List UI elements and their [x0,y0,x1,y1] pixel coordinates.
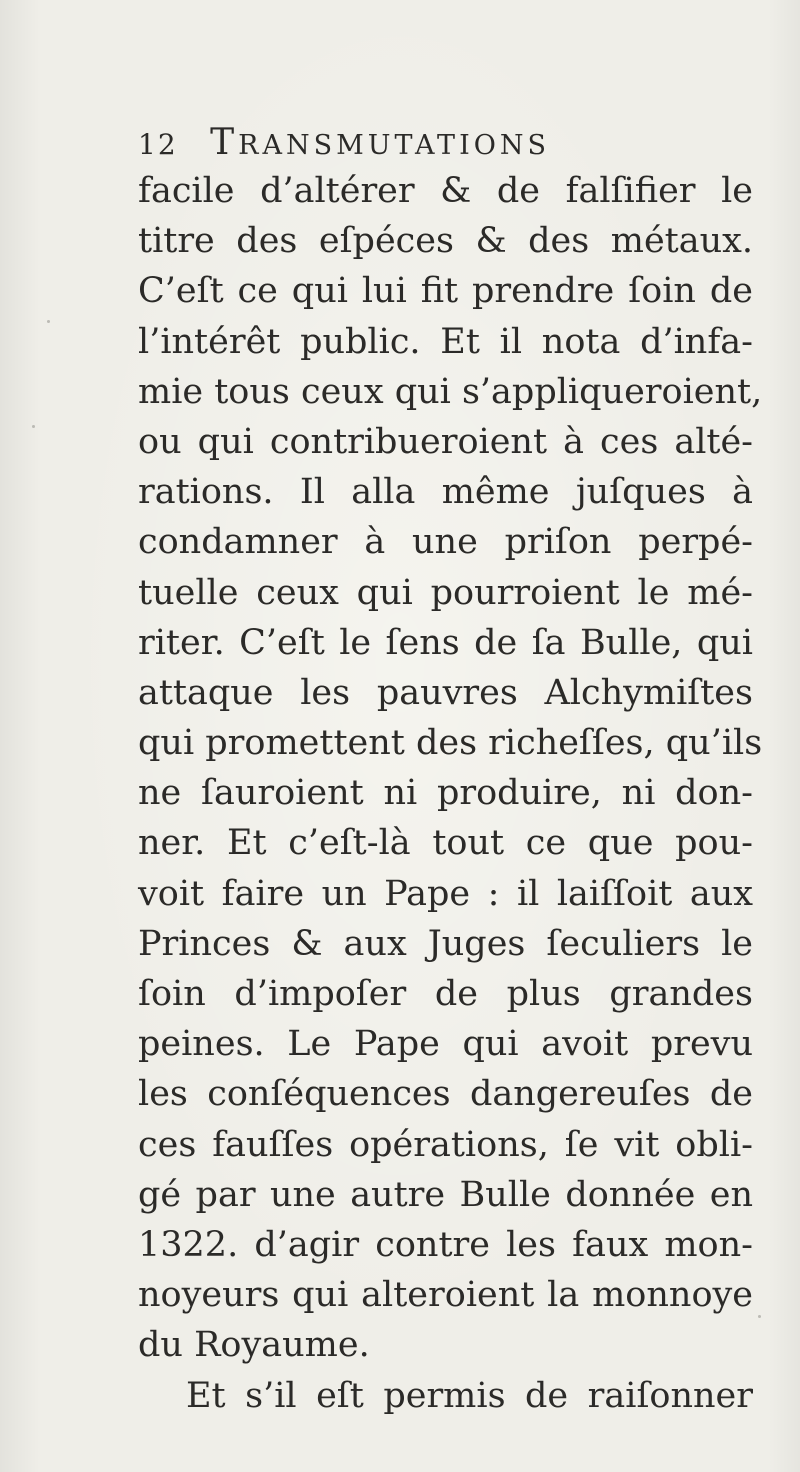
body-text [138,166,763,1421]
paper-speck [47,320,50,323]
text-line: qui promettent des richeſſes, qu’ils [138,723,763,764]
page-number: 12 [138,128,178,161]
text-line: attaque les pauvres Alchymiſtes [138,672,753,713]
text-line: ces fauſſes opérations, ſe vit obli- [138,1124,753,1165]
text-line: l’intérêt public. Et il nota d’infa- [138,321,753,362]
text-line: titre des eſpéces & des métaux. [138,221,753,262]
paragraph-end-line: du Royaume. [138,1325,370,1366]
text-line: riter. C’eſt le ſens de ſa Bulle, qui [138,622,753,663]
text-line: ou qui contribueroient à ces alté- [138,421,753,462]
text-line: gé par une autre Bulle donnée en [138,1174,753,1215]
running-title-initial: T [210,122,239,163]
text-line: Princes & aux Juges ſeculiers le [138,923,753,964]
text-line: rations. Il alla même juſques à [138,472,753,513]
running-head [138,120,758,166]
text-line: tuelle ceux qui pourroient le mé- [138,572,753,613]
text-line: 1322. d’agir contre les faux mon- [138,1224,753,1265]
text-line: noyeurs qui alteroient la monnoye [138,1275,753,1316]
text-line: ne ſauroient ni produire, ni don- [138,773,753,814]
text-line: mie tous ceux qui s’appliqueroient, [138,371,763,412]
text-line: facile d’altérer & de falſifier le [138,171,753,211]
running-title-rest: RANSMUTATIONS [238,130,550,161]
paper-speck [758,1315,761,1318]
text-line: C’eſt ce qui lui fit prendre ſoin de [138,271,753,312]
text-line: peines. Le Pape qui avoit prevu [138,1024,753,1065]
running-title [210,120,550,169]
text-line: ner. Et c’eſt-là tout ce que pou- [138,823,753,864]
text-line: les conſéquences dangereuſes de [138,1074,753,1115]
text-line: Et s’il eſt permis de raiſonner [186,1375,753,1416]
paper-speck [32,425,35,428]
text-line: ſoin d’impoſer de plus grandes [138,974,753,1014]
text-line: condamner à une priſon perpé- [138,522,753,563]
text-line: voit faire un Pape : il laiſſoit aux [138,873,753,914]
